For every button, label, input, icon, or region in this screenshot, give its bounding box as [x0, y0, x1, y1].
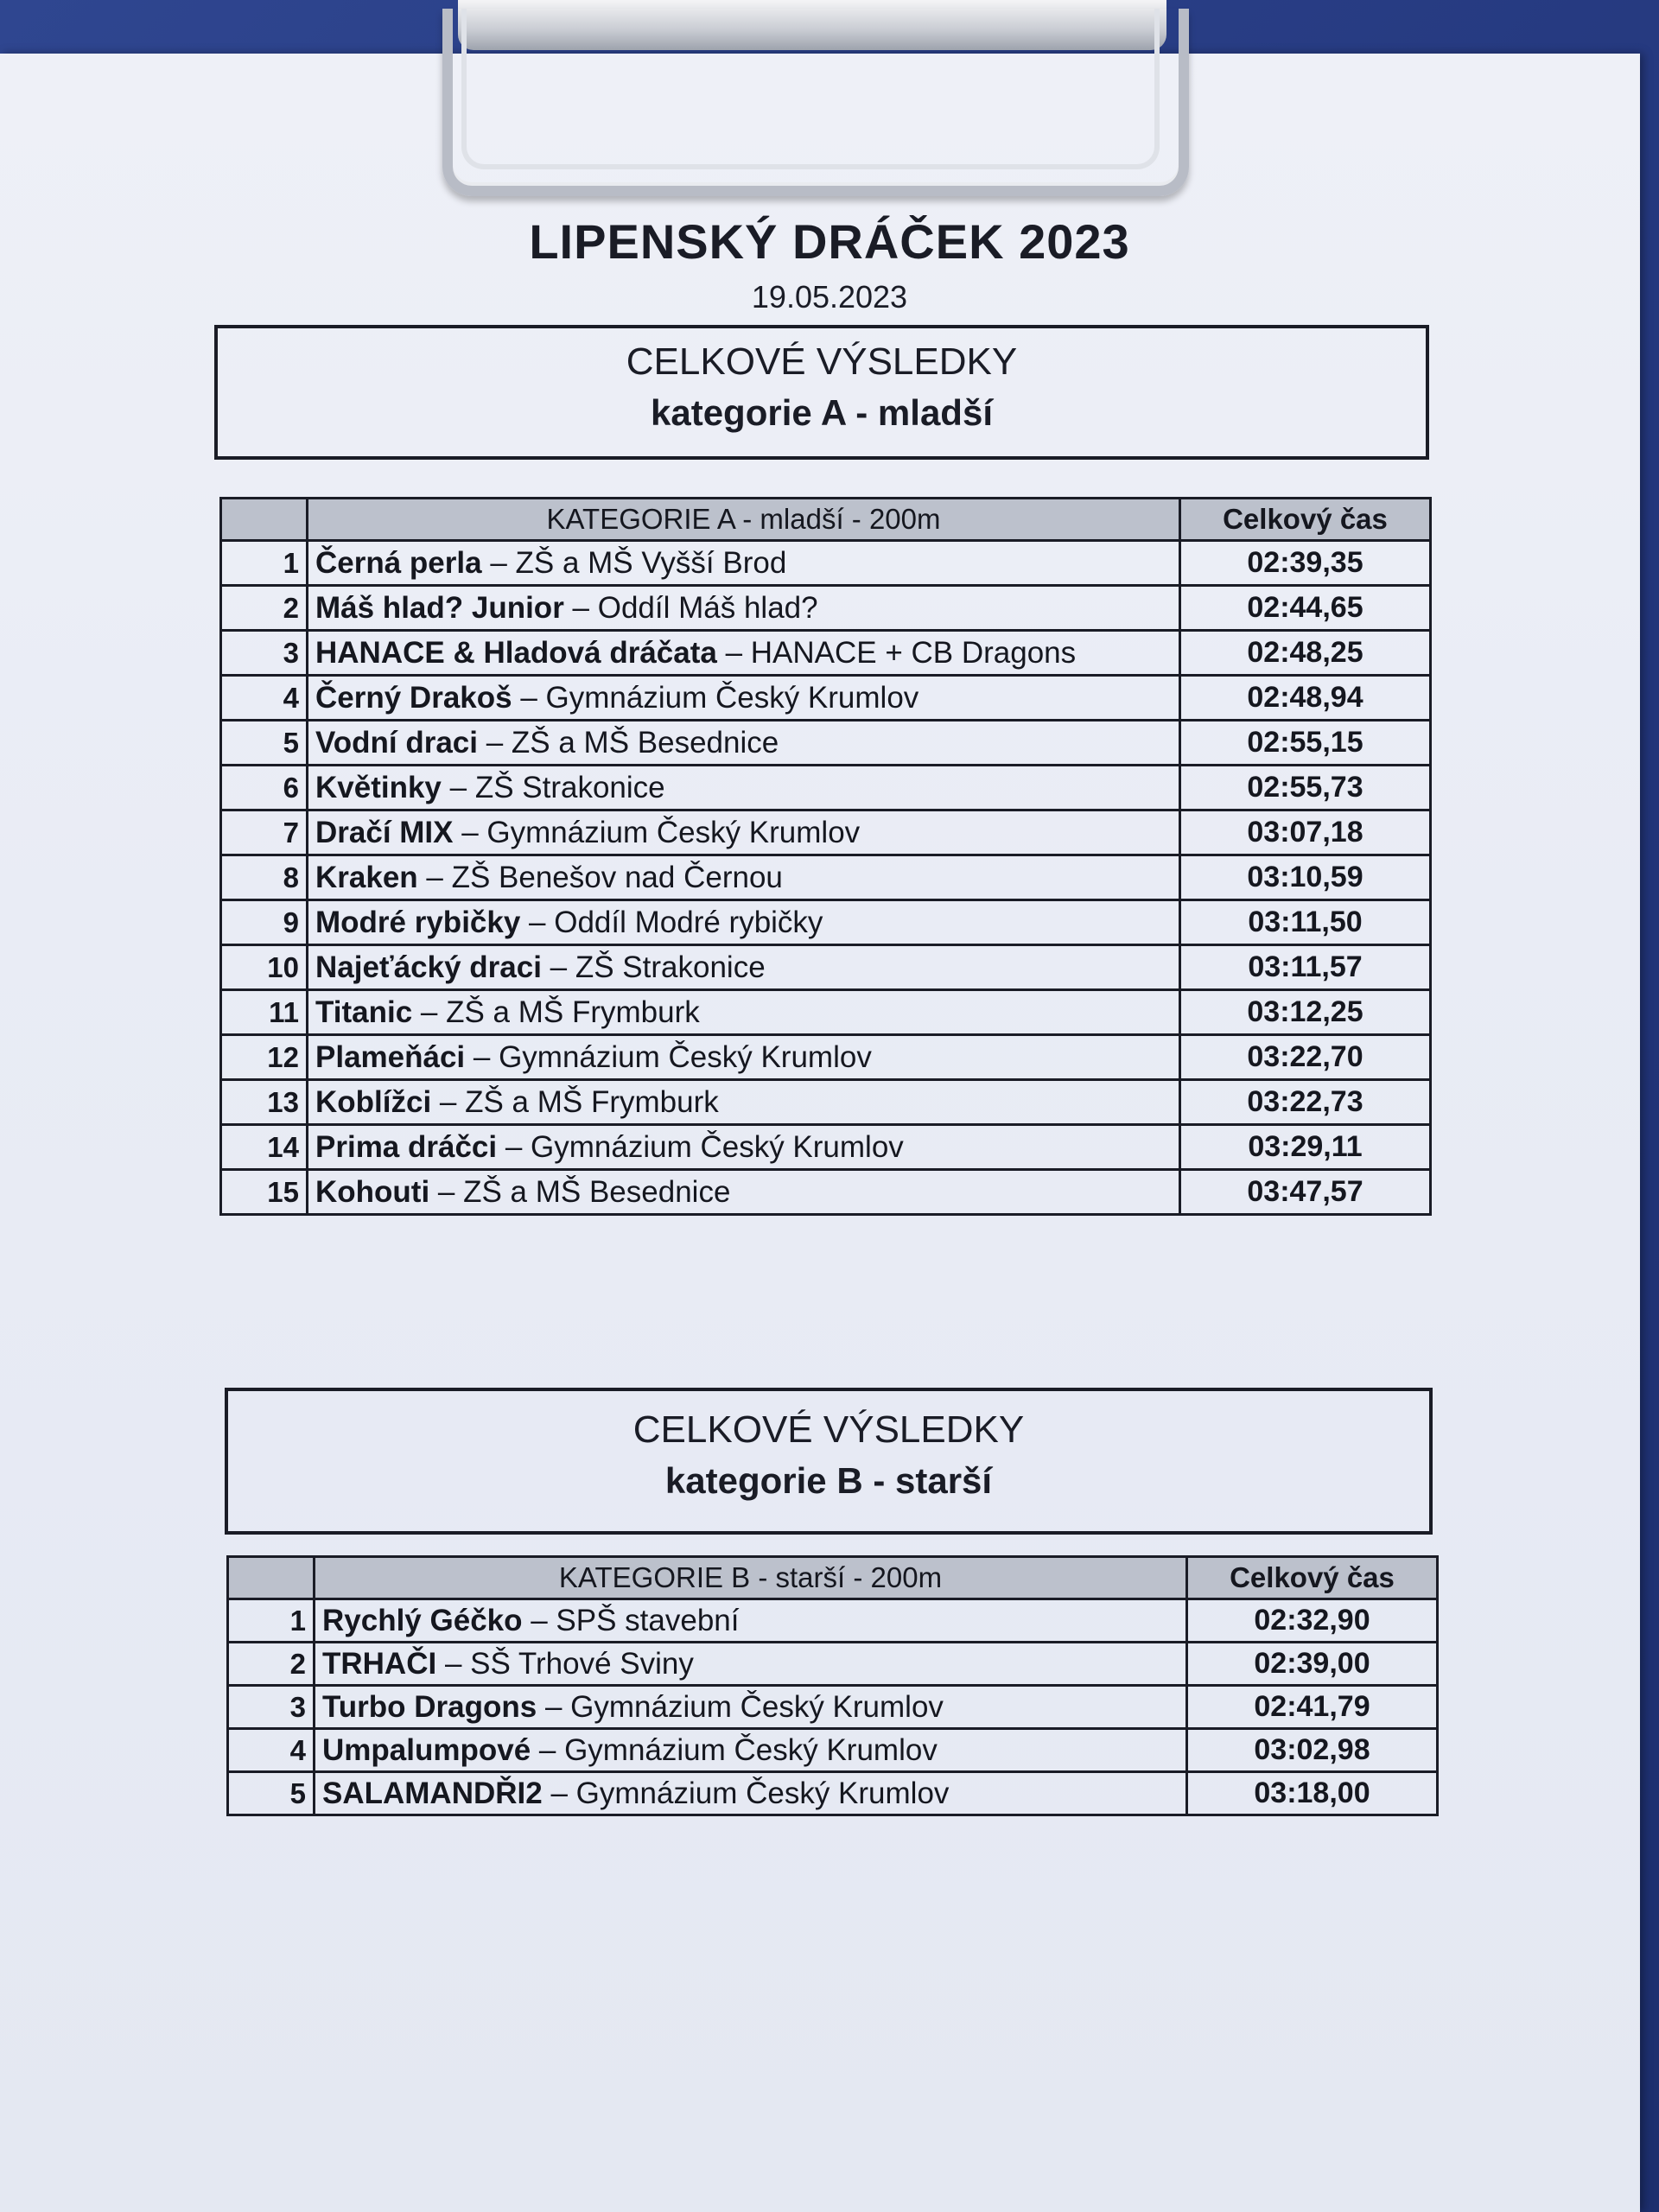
team-name: Máš hlad? Junior [315, 590, 564, 625]
table-row [221, 586, 1431, 631]
rank-cell: 4 [221, 676, 308, 721]
total-time-cell: 02:39,35 [1180, 541, 1431, 586]
table-row [221, 990, 1431, 1035]
total-time-cell: 03:02,98 [1187, 1729, 1438, 1772]
team-cell [315, 1772, 1187, 1815]
table-row [221, 1035, 1431, 1080]
team-cell [308, 1035, 1180, 1080]
team-name: Rychlý Géčko [322, 1603, 523, 1637]
total-time-cell: 03:18,00 [1187, 1772, 1438, 1815]
team-cell [308, 766, 1180, 810]
team-cell [308, 1125, 1180, 1170]
category-a-results-table [219, 497, 1432, 1216]
team-cell [308, 1170, 1180, 1215]
team-cell [308, 541, 1180, 586]
category-a-time-header: Celkový čas [1180, 499, 1431, 541]
rank-cell: 7 [221, 810, 308, 855]
rank-cell: 6 [221, 766, 308, 810]
total-time-cell: 02:48,25 [1180, 631, 1431, 676]
team-cell [308, 990, 1180, 1035]
team-name: Umpalumpové [322, 1732, 531, 1767]
category-a-heading-line1: CELKOVÉ VÝSLEDKY [626, 340, 1018, 383]
category-b-time-header: Celkový čas [1187, 1557, 1438, 1599]
rank-cell: 14 [221, 1125, 308, 1170]
rank-cell: 13 [221, 1080, 308, 1125]
table-row [228, 1599, 1438, 1643]
category-b-heading-line2: kategorie B - starší [664, 1460, 993, 1501]
team-organization: – HANACE + CB Dragons [716, 635, 1077, 670]
team-name: Plameňáci [315, 1039, 466, 1074]
team-cell [308, 900, 1180, 945]
team-name: Vodní draci [315, 725, 478, 760]
rank-cell: 5 [228, 1772, 315, 1815]
team-cell [308, 810, 1180, 855]
clipboard-clip [432, 0, 1192, 199]
total-time-cell: 02:41,79 [1187, 1686, 1438, 1729]
rank-cell: 11 [221, 990, 308, 1035]
total-time-cell: 02:55,73 [1180, 766, 1431, 810]
category-b-table-header: KATEGORIE B - starší - 200m [315, 1557, 1187, 1599]
category-b-heading-line1: CELKOVÉ VÝSLEDKY [632, 1408, 1025, 1451]
team-organization: – ZŠ Strakonice [441, 770, 665, 804]
team-name: Prima dráčci [315, 1129, 498, 1164]
team-name: Modré rybičky [315, 905, 521, 939]
team-organization: – ZŠ a MŠ Frymburk [431, 1084, 719, 1119]
table-row [221, 676, 1431, 721]
team-name: Dračí MIX [315, 815, 454, 849]
team-cell [315, 1599, 1187, 1643]
team-organization: – Oddíl Máš hlad? [563, 590, 818, 625]
category-b-heading [225, 1388, 1433, 1535]
rank-cell: 12 [221, 1035, 308, 1080]
team-organization: – ZŠ Benešov nad Černou [417, 860, 783, 894]
rank-column-header [221, 499, 308, 541]
total-time-cell: 03:12,25 [1180, 990, 1431, 1035]
document-title: LIPENSKÝ DRÁČEK 2023 [529, 214, 1130, 269]
team-name: Květinky [315, 770, 442, 804]
document-date: 19.05.2023 [751, 279, 908, 315]
team-cell [308, 586, 1180, 631]
table-row [228, 1772, 1438, 1815]
team-organization: – Oddíl Modré rybičky [520, 905, 823, 939]
team-organization: – ZŠ a MŠ Besednice [478, 725, 779, 760]
table-row [221, 721, 1431, 766]
team-organization: – Gymnázium Český Krumlov [537, 1689, 944, 1724]
total-time-cell: 03:22,73 [1180, 1080, 1431, 1125]
team-organization: – SŠ Trhové Sviny [436, 1646, 694, 1681]
category-a-heading-line2: kategorie A - mladší [650, 392, 993, 433]
team-organization: – Gymnázium Český Krumlov [531, 1732, 938, 1767]
team-cell [308, 1080, 1180, 1125]
total-time-cell: 02:44,65 [1180, 586, 1431, 631]
team-cell [315, 1643, 1187, 1686]
rank-cell: 10 [221, 945, 308, 990]
total-time-cell: 02:32,90 [1187, 1599, 1438, 1643]
table-row [221, 900, 1431, 945]
team-organization: – SPŠ stavební [522, 1603, 740, 1637]
table-row [221, 1080, 1431, 1125]
total-time-cell: 02:39,00 [1187, 1643, 1438, 1686]
total-time-cell: 03:11,50 [1180, 900, 1431, 945]
rank-cell: 3 [221, 631, 308, 676]
team-name: Turbo Dragons [322, 1689, 537, 1724]
table-row [221, 631, 1431, 676]
team-organization: – Gymnázium Český Krumlov [542, 1776, 950, 1810]
team-organization: – ZŠ Strakonice [541, 950, 766, 984]
team-name: Titanic [315, 995, 413, 1029]
category-a-header-row [221, 499, 1431, 541]
rank-cell: 5 [221, 721, 308, 766]
team-name: HANACE & Hladová dráčata [315, 635, 717, 670]
category-a-table-header: KATEGORIE A - mladší - 200m [308, 499, 1180, 541]
table-row [228, 1643, 1438, 1686]
rank-column-header [228, 1557, 315, 1599]
table-row [221, 766, 1431, 810]
rank-cell: 2 [228, 1643, 315, 1686]
table-row [221, 810, 1431, 855]
total-time-cell: 02:48,94 [1180, 676, 1431, 721]
rank-cell: 1 [221, 541, 308, 586]
rank-cell: 15 [221, 1170, 308, 1215]
team-organization: – Gymnázium Český Krumlov [453, 815, 861, 849]
team-name: TRHAČI [322, 1646, 437, 1681]
rank-cell: 1 [228, 1599, 315, 1643]
category-b-results-table [226, 1555, 1439, 1816]
team-cell [308, 855, 1180, 900]
team-cell [308, 676, 1180, 721]
team-name: Najeťácký draci [315, 950, 542, 984]
team-organization: – ZŠ a MŠ Vyšší Brod [481, 545, 787, 580]
table-row [221, 1170, 1431, 1215]
total-time-cell: 03:07,18 [1180, 810, 1431, 855]
total-time-cell: 03:22,70 [1180, 1035, 1431, 1080]
team-name: SALAMANDŘI2 [322, 1776, 543, 1810]
table-row [221, 1125, 1431, 1170]
team-name: Koblížci [315, 1084, 432, 1119]
total-time-cell: 03:47,57 [1180, 1170, 1431, 1215]
team-name: Černá perla [315, 545, 482, 580]
table-row [228, 1729, 1438, 1772]
team-cell [308, 631, 1180, 676]
total-time-cell: 03:29,11 [1180, 1125, 1431, 1170]
rank-cell: 3 [228, 1686, 315, 1729]
total-time-cell: 03:11,57 [1180, 945, 1431, 990]
team-cell [315, 1729, 1187, 1772]
team-organization: – Gymnázium Český Krumlov [465, 1039, 872, 1074]
team-organization: – Gymnázium Český Krumlov [497, 1129, 904, 1164]
rank-cell: 2 [221, 586, 308, 631]
category-b-header-row [228, 1557, 1438, 1599]
team-cell [315, 1686, 1187, 1729]
team-organization: – ZŠ a MŠ Besednice [429, 1174, 731, 1209]
rank-cell: 8 [221, 855, 308, 900]
team-organization: – Gymnázium Český Krumlov [512, 680, 919, 715]
team-name: Kraken [315, 860, 418, 894]
category-a-heading [214, 325, 1429, 460]
table-row [221, 945, 1431, 990]
total-time-cell: 02:55,15 [1180, 721, 1431, 766]
table-row [228, 1686, 1438, 1729]
team-organization: – ZŠ a MŠ Frymburk [412, 995, 700, 1029]
team-name: Černý Drakoš [315, 680, 512, 715]
table-row [221, 541, 1431, 586]
team-cell [308, 945, 1180, 990]
rank-cell: 4 [228, 1729, 315, 1772]
team-cell [308, 721, 1180, 766]
team-name: Kohouti [315, 1174, 430, 1209]
total-time-cell: 03:10,59 [1180, 855, 1431, 900]
clip-wire-inner [461, 9, 1160, 169]
table-row [221, 855, 1431, 900]
rank-cell: 9 [221, 900, 308, 945]
